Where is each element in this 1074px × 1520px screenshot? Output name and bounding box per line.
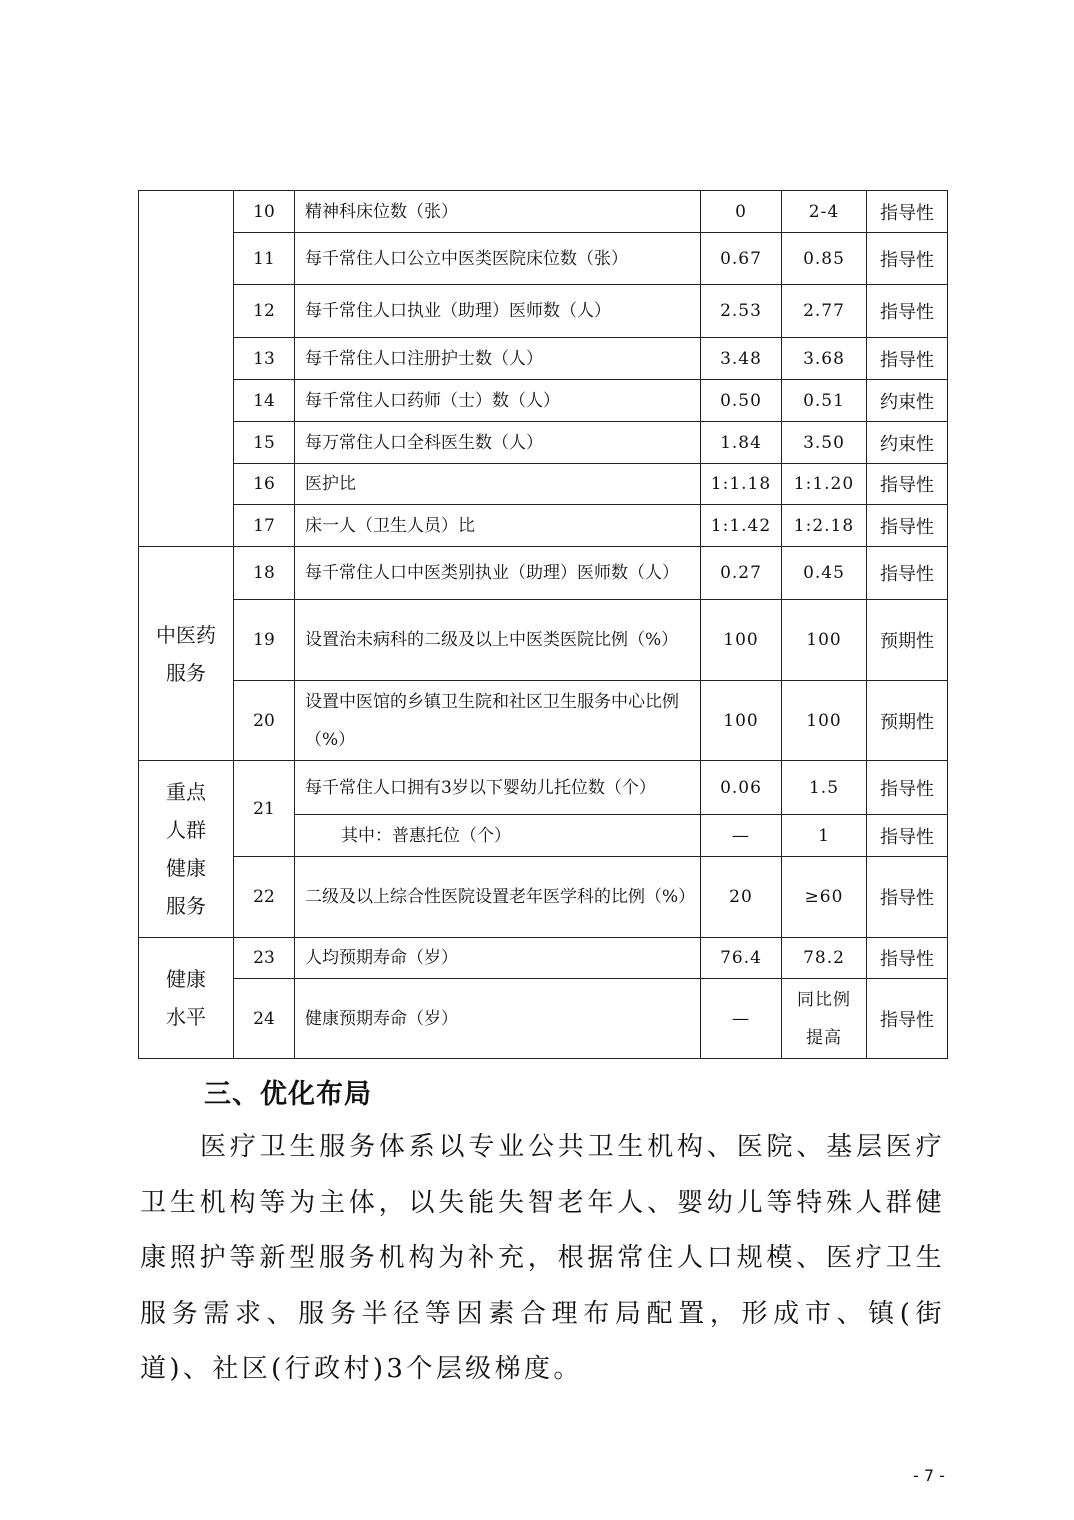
table-row [139, 464, 948, 505]
indicator-type: 指导性 [867, 938, 948, 979]
table-row [139, 938, 948, 979]
indicator-type: 指导性 [867, 547, 948, 600]
base-value: 1:1.18 [701, 464, 782, 505]
base-value: 1:1.42 [701, 505, 782, 547]
table-row [139, 547, 948, 600]
base-value: — [701, 979, 782, 1059]
indicator-type: 指导性 [867, 338, 948, 380]
base-value: 0.06 [701, 761, 782, 815]
table-row [139, 338, 948, 380]
base-value: 20 [701, 857, 782, 938]
row-number: 23 [234, 938, 295, 979]
row-number: 11 [234, 233, 295, 285]
row-number: 19 [234, 600, 295, 681]
indicator-name: 每千常住人口药师（士）数（人） [295, 380, 701, 422]
indicator-name: 人均预期寿命（岁） [295, 938, 701, 979]
base-value: 76.4 [701, 938, 782, 979]
target-value: 0.85 [782, 233, 867, 285]
row-number: 20 [234, 681, 295, 761]
table-row [139, 380, 948, 422]
table-row [139, 505, 948, 547]
indicator-name: 精神科床位数（张） [295, 191, 701, 233]
category-label: 中医药服务 [156, 622, 216, 685]
indicator-type: 指导性 [867, 233, 948, 285]
indicator-name: 床一人（卫生人员）比 [295, 505, 701, 547]
indicator-type: 预期性 [867, 681, 948, 761]
base-value: 0.50 [701, 380, 782, 422]
indicator-type: 预期性 [867, 600, 948, 681]
target-value: 100 [782, 681, 867, 761]
table-row [139, 285, 948, 338]
indicator-name: 其中：普惠托位（个） [295, 815, 701, 857]
indicator-name: 每千常住人口公立中医类医院床位数（张） [295, 233, 701, 285]
table-row [139, 681, 948, 761]
target-value: 3.50 [782, 422, 867, 464]
base-value: 0.67 [701, 233, 782, 285]
indicator-type: 指导性 [867, 191, 948, 233]
table-row [139, 979, 948, 1059]
table-row [139, 600, 948, 681]
target-value: 1:1.20 [782, 464, 867, 505]
row-number: 18 [234, 547, 295, 600]
indicator-type: 指导性 [867, 464, 948, 505]
indicator-name: 健康预期寿命（岁） [295, 979, 701, 1059]
indicator-type: 指导性 [867, 761, 948, 815]
row-number: 16 [234, 464, 295, 505]
target-value: 3.68 [782, 338, 867, 380]
row-number: 22 [234, 857, 295, 938]
target-value: 1.5 [782, 761, 867, 815]
target-value: 2.77 [782, 285, 867, 338]
target-value: 78.2 [782, 938, 867, 979]
target-value: 0.45 [782, 547, 867, 600]
target-value: 2-4 [782, 191, 867, 233]
page-number: - 7 - [913, 1466, 945, 1485]
indicator-name: 每万常住人口全科医生数（人） [295, 422, 701, 464]
indicator-type: 约束性 [867, 422, 948, 464]
target-value-text: 同比例提高 [797, 989, 851, 1048]
table-row [139, 761, 948, 815]
indicator-type: 指导性 [867, 857, 948, 938]
target-value: 100 [782, 600, 867, 681]
target-value: 1:2.18 [782, 505, 867, 547]
base-value: 2.53 [701, 285, 782, 338]
category-key-groups [139, 761, 234, 938]
row-number: 17 [234, 505, 295, 547]
table-row [139, 233, 948, 285]
category-cell-empty [139, 191, 234, 547]
base-value: — [701, 815, 782, 857]
row-number: 10 [234, 191, 295, 233]
row-number: 12 [234, 285, 295, 338]
indicator-name: 每千常住人口注册护士数（人） [295, 338, 701, 380]
row-number: 24 [234, 979, 295, 1059]
indicator-name: 每千常住人口中医类别执业（助理）医师数（人） [295, 547, 701, 600]
target-value: ≥60 [782, 857, 867, 938]
table-row [139, 422, 948, 464]
table-row [139, 857, 948, 938]
indicator-type: 指导性 [867, 815, 948, 857]
indicator-name: 设置治未病科的二级及以上中医类医院比例（%） [295, 600, 701, 681]
target-value: 0.51 [782, 380, 867, 422]
category-label: 重点人群健康服务 [166, 780, 206, 918]
category-health [139, 938, 234, 1059]
base-value: 0.27 [701, 547, 782, 600]
target-value [782, 979, 867, 1059]
base-value: 3.48 [701, 338, 782, 380]
category-label: 健康水平 [166, 967, 206, 1029]
indicator-type: 指导性 [867, 505, 948, 547]
indicator-name: 二级及以上综合性医院设置老年医学科的比例（%） [295, 857, 701, 938]
row-number: 14 [234, 380, 295, 422]
target-value: 1 [782, 815, 867, 857]
indicator-name: 每千常住人口拥有3岁以下婴幼儿托位数（个） [295, 761, 701, 815]
base-value: 100 [701, 600, 782, 681]
base-value: 0 [701, 191, 782, 233]
indicator-name: 设置中医馆的乡镇卫生院和社区卫生服务中心比例（%） [295, 681, 701, 761]
section-heading: 三、优化布局 [204, 1079, 372, 1110]
indicator-type: 指导性 [867, 979, 948, 1059]
category-tcm [139, 547, 234, 761]
indicator-table [138, 190, 948, 1059]
row-number: 21 [234, 761, 295, 857]
indicator-type: 指导性 [867, 285, 948, 338]
indicator-name: 每千常住人口执业（助理）医师数（人） [295, 285, 701, 338]
base-value: 100 [701, 681, 782, 761]
body-paragraph: 医疗卫生服务体系以专业公共卫生机构、医院、基层医疗卫生机构等为主体，以失能失智老年人、婴幼儿等特殊人群健康照护等新型服务机构为补充，根据常住人口规模、医疗卫生服务需求、服务半径等因素合理布局配置，形成市、镇(街道)、社区(行政村)3个层级梯度。 [140, 1132, 945, 1384]
row-number: 13 [234, 338, 295, 380]
base-value: 1.84 [701, 422, 782, 464]
table-row [139, 191, 948, 233]
indicator-name: 医护比 [295, 464, 701, 505]
indicator-type: 约束性 [867, 380, 948, 422]
row-number: 15 [234, 422, 295, 464]
